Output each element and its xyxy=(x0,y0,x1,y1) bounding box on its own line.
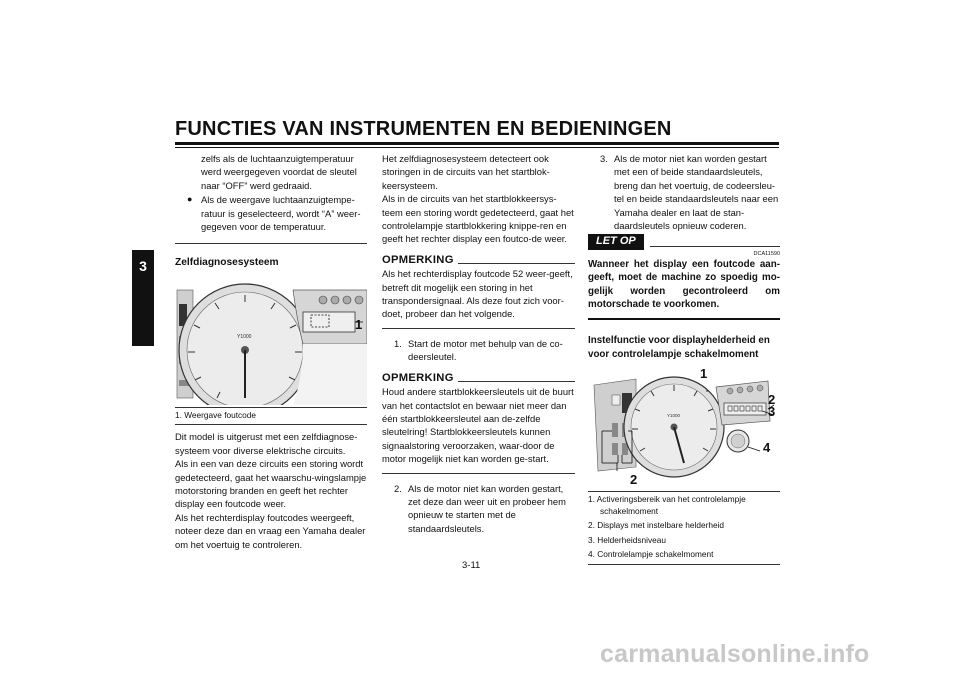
divider xyxy=(588,491,780,492)
watermark: carmanualsonline.info xyxy=(600,640,870,668)
figure-caption: 1. Weergave foutcode xyxy=(175,409,257,420)
figure-caption-list xyxy=(588,494,780,561)
note-heading-1: OPMERKING xyxy=(382,254,575,267)
gauge-brand-label: Y1000 xyxy=(237,333,252,340)
caution-text: Wanneer het display een foutcode aan-geeft, moet de machine zo spoedig mo-gelijk worden gecontroleerd om motorschade te voorkomen. xyxy=(588,258,780,311)
caption-item: 3. Helderheidsniveau xyxy=(588,534,666,545)
gauge-illustration xyxy=(175,280,367,405)
section-heading: Zelfdiagnosesysteem xyxy=(175,257,279,269)
caption-item: 2. Displays met instelbare helderheid xyxy=(588,520,725,531)
figure-callout-2b: 2 xyxy=(630,472,638,488)
column-3 xyxy=(588,152,780,565)
caption-item: 1. Activeringsbereik van het controlelampje schakelmoment xyxy=(588,494,746,516)
divider xyxy=(588,318,780,320)
section-heading: Instelfunctie voor displayhelderheid en voor controlelampje schakelmoment xyxy=(588,335,770,360)
paragraph: Dit model is uitgerust met een zelfdiagnose-systeem voor diverse elektrische circuits. xyxy=(175,431,358,456)
divider xyxy=(175,424,367,425)
page-number: 3-11 xyxy=(462,560,481,571)
figure-callout-2: 2 xyxy=(768,392,776,408)
column-2 xyxy=(382,152,575,535)
figure-callout-4: 4 xyxy=(763,440,771,456)
divider xyxy=(175,407,367,408)
paragraph: Als in de circuits van het startblokkeersys-teem een storing wordt gedetecteerd, gaat het controlelampje startblokkering knippe-ren en geeft het rechter display een foutco-de weer. xyxy=(382,193,574,245)
paragraph: Als het rechterdisplay foutcodes weergeeft, noteer deze dan en vraag een Yamaha dealer om het voertuig te controleren. xyxy=(175,511,366,550)
step-3: 3. Als de motor niet kan worden gestart met een of beide standaardsleutels, breng dan het voertuig, de codeersleu-tel en beide standaardsleutels naar een Yamaha dealer en laat de stan-daardsleutels opnieuw coderen. xyxy=(600,153,779,232)
step-2: 2. Als de motor niet kan worden gestart, zet deze dan weer uit en probeer hem opnieuw te starten met de standaardsleutels. xyxy=(394,482,566,534)
divider xyxy=(175,243,367,244)
caution-badge: LET OP xyxy=(588,234,644,249)
bullet-item: ● Als de weergave luchtaanzuigtempe-ratuur is geselecteerd, wordt “A” weer-gegeven voor de temperatuur. xyxy=(175,193,367,233)
paragraph: Het zelfdiagnosesysteem detecteert ook storingen in de circuits van het startblok-keersysteem. xyxy=(382,153,550,191)
continued-text: zelfs als de luchtaanzuigtemperatuur werd weergegeven voordat de sleutel naar “OFF” werd gedraaid. xyxy=(201,153,357,191)
chapter-tab: 3 xyxy=(132,250,154,346)
header-rule xyxy=(175,142,779,145)
caution-code: DCA11590 xyxy=(753,250,780,257)
step-1: 1. Start de motor met behulp van de co-deersleutel. xyxy=(394,337,563,363)
column-1 xyxy=(175,152,367,551)
gauge-brand-label: Y1000 xyxy=(667,413,681,419)
divider xyxy=(588,564,780,565)
figure-callout-1: 1 xyxy=(355,316,363,332)
divider xyxy=(382,473,575,474)
figure-brightness xyxy=(588,366,780,489)
figure-callout-3: 3 xyxy=(768,404,776,420)
caption-item: 4. Controlelampje schakelmoment xyxy=(588,549,714,560)
divider xyxy=(382,328,575,329)
note-heading-2: OPMERKING xyxy=(382,372,575,385)
figure-gauge xyxy=(175,280,367,405)
caution-heading xyxy=(588,234,780,249)
page-title: FUNCTIES VAN INSTRUMENTEN EN BEDIENINGEN xyxy=(175,118,672,140)
brightness-gauge-illustration xyxy=(588,371,780,489)
figure-callout-1: 1 xyxy=(700,366,708,382)
note-text: Houd andere startblokkeersleutels uit de buurt van het contactslot en bewaar niet meer dan één startblokkeersleutel aan de-zelfde sleutelring! Startblokkeersleutels kunnen signaalstoring veroorzaken, waar-door de motor mogelijk niet kan worden ge-start. xyxy=(382,386,574,465)
note-text: Als het rechterdisplay foutcode 52 weer-geeft, betreft dit mogelijk een storing in het transpondersignaal. Als deze fout zich voor-doet, probeer dan het volgende. xyxy=(382,268,573,320)
header-rule-thin xyxy=(175,147,779,148)
paragraph: Als in een van deze circuits een storing wordt gedetecteerd, gaat het waarschu-wingslampje motorstoring branden en geeft het rechter display een foutcode weer. xyxy=(175,458,367,510)
